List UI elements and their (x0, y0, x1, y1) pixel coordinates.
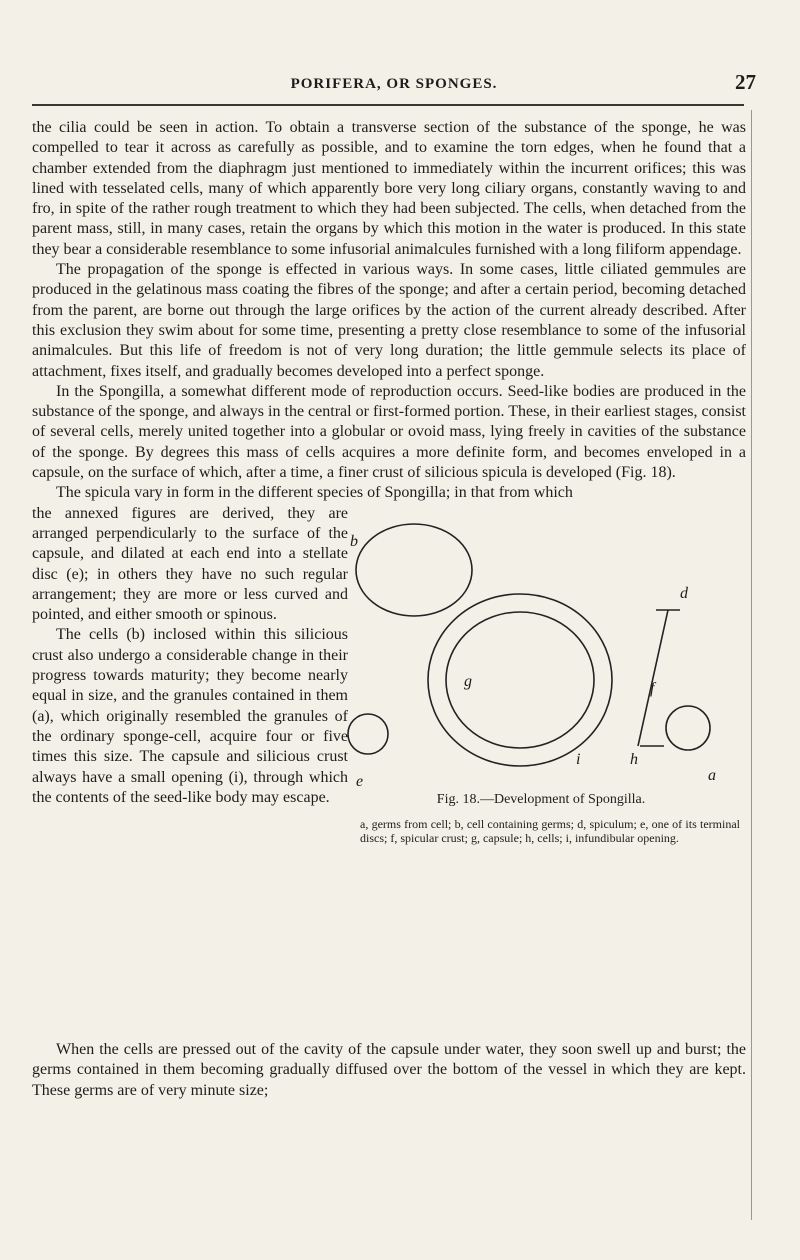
label-b: b (350, 533, 358, 550)
wrapped-paragraph: the annexed figures are derived, they are arranged perpendicularly to the surface of the capsule, and dilated at each end into a stellate disc (e); in others they have no such regular arrangement; they are more or less curved and pointed, and either smooth or spinous. (32, 504, 348, 624)
figure-illustration (338, 518, 732, 793)
label-d: d (680, 585, 688, 602)
figure-spiculum (638, 610, 668, 746)
figure-terminal-disc (666, 706, 710, 750)
figure-germs-a (348, 714, 388, 754)
page-number: 27 (735, 70, 756, 94)
running-head: PORIFERA, OR SPONGES. (290, 76, 498, 92)
label-g: g (464, 673, 472, 690)
figure-capsule (428, 594, 612, 766)
figure-cell-b (356, 524, 472, 616)
page-header (32, 70, 756, 106)
label-i: i (576, 751, 581, 768)
label-e: e (356, 773, 364, 790)
label-h: h (630, 751, 638, 768)
final-paragraph-text: When the cells are pressed out of the cavity of the capsule under water, they soon swell up and burst; the germs contained in them becoming gradually diffused over the bottom of the vessel in which they are kept. These germs are of very minute size; (32, 1041, 746, 1099)
label-a: a (708, 767, 716, 784)
label-f: f (650, 680, 655, 697)
figure-caption: Fig. 18.—Development of Spongilla. (436, 792, 646, 807)
header-rule (32, 104, 744, 106)
wrapped-paragraph-2: The cells (b) inclosed within this silicious crust also undergo a considerable change in their progress towards maturity; they become nearly equal in size, and the granules contained in them (a), which originally resembled the granules of the ordinary sponge-cell, acquire four or five times this size. The capsule and silicious crust always have a small opening (i), through which the contents of the seed-like body may escape. (32, 626, 348, 806)
final-paragraph (32, 1040, 746, 1101)
paragraph-2: The propagation of the sponge is effected in various ways. In some cases, little ciliated gemmules are produced in the gelatinous mass coating the fibres of the sponge; and after a certain period, becoming detached from the parent, are borne out through the large orifices by the action of the current already described. After this exclusion they swim about for some time, presenting a pretty close resemblance to some of the infusorial animalcules. But this life of freedom is not of very long duration; the little gemmule selects its place of attachment, fixes itself, and gradually becomes developed into a perfect sponge. (32, 261, 746, 380)
margin-line (751, 110, 752, 1220)
paragraph-3: In the Spongilla, a somewhat different mode of reproduction occurs. Seed-like bodies are produced in the substance of the sponge, and always in the central or first-formed portion. These, in their earliest stages, consist of several cells, merely united together into a globular or ovoid mass, lying freely in cavities of the substance of the sponge. By degrees this mass of cells acquires a more definite form, and becomes enveloped in a capsule, on the surface of which, after a time, a finer crust of silicious spicula is developed (Fig. 18). (32, 382, 746, 482)
paragraph-4: The spicula vary in form in the different species of Spongilla; in that from which (56, 484, 573, 502)
paragraph-1: the cilia could be seen in action. To obtain a transverse section of the substance of the sponge, he was compelled to tear it across as carefully as possible, and to examine the torn edges, when he found that a chamber extended from the diaphragm just mentioned to immediately within the incurrent orifices; this was lined with tesselated cells, many of which apparently bore very long ciliary organs, constantly waving to and fro, in spite of the rather rough treatment to which they had been subjected. The cells, when detached from the parent mass, still, in many cases, retain the organs by which this motion in the water is produced. In this state they bear a considerable resemblance to some infusorial animalcules furnished with a long filiform appendage. (32, 119, 746, 258)
figure-discs (640, 610, 680, 746)
figure-18 (338, 518, 732, 793)
figure-legend: a, germs from cell; b, cell containing germs; d, spiculum; e, one of its terminal discs; f, spicular crust; g, capsule; h, cells; i, infundibular opening. (360, 817, 740, 845)
